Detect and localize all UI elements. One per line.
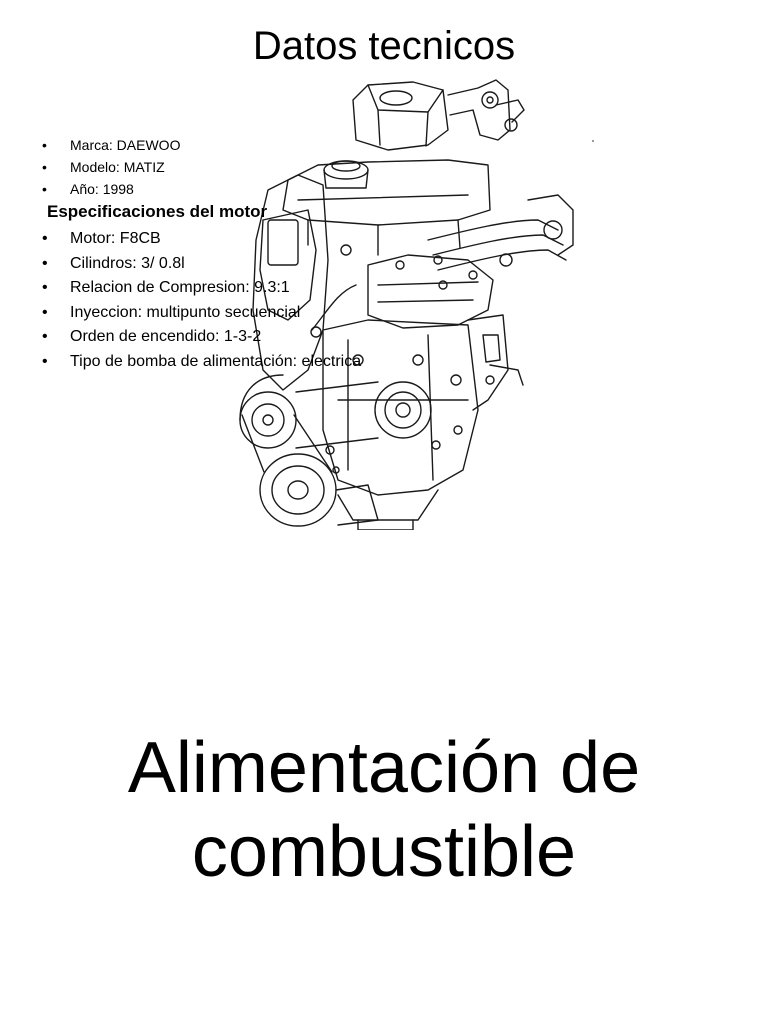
slide-title xyxy=(0,726,768,894)
list-item: • Tipo de bomba de alimentación: electrica xyxy=(42,350,361,375)
stray-dot xyxy=(592,140,594,142)
list-item: • Cilindros: 3/ 0.8l xyxy=(42,252,361,277)
list-item: • Inyeccion: multipunto secuencial xyxy=(42,301,361,326)
list-item: • Modelo: MATIZ xyxy=(42,156,180,178)
list-item: • Orden de encendido: 1-3-2 xyxy=(42,325,361,350)
engine-specs-list xyxy=(42,227,361,374)
list-item: • Marca: DAEWOO xyxy=(42,134,180,156)
slide-title-line: combustible xyxy=(191,812,577,892)
slide-title-line: Alimentación de xyxy=(127,728,641,808)
page-title: Datos tecnicos xyxy=(252,24,516,68)
list-item: • Año: 1998 xyxy=(42,178,180,200)
vehicle-info-list xyxy=(42,134,180,200)
list-item: • Motor: F8CB xyxy=(42,227,361,252)
section-heading: Especificaciones del motor xyxy=(47,202,268,221)
list-item: • Relacion de Compresion: 9.3:1 xyxy=(42,276,361,301)
